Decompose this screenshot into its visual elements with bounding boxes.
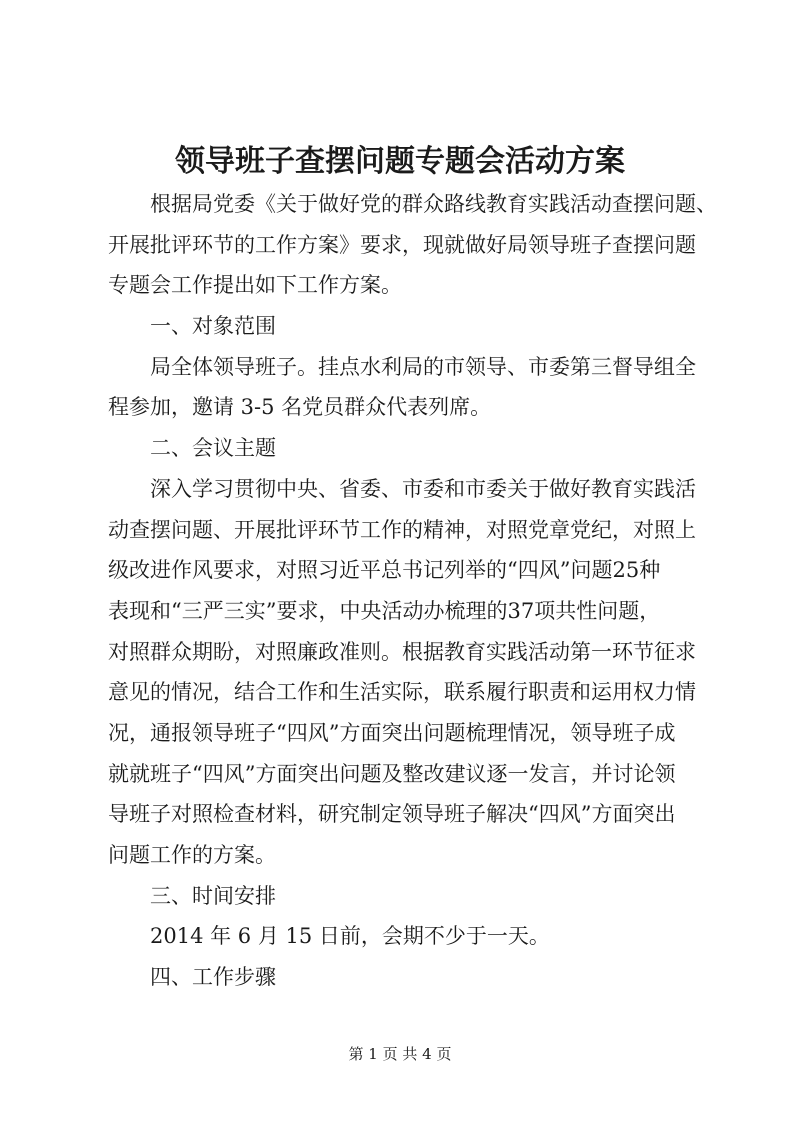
text-line: 就就班子“四风”方面突出问题及整改建议逐一发言，并讨论领 (108, 761, 676, 786)
text-line: 动查摆问题、开展批评环节工作的精神，对照党章党纪，对照上 (108, 517, 696, 542)
text-line: 级改进作风要求，对照习近平总书记列举的“四风”问题25种 (108, 558, 661, 583)
text-line: 问题工作的方案。 (108, 843, 276, 867)
page-footer: 第 1 页 共 4 页 (348, 1045, 452, 1063)
section-heading-scope: 一、对象范围 (150, 314, 276, 339)
text-line: 局全体领导班子。挂点水利局的市领导、市委第三督导组全 (150, 354, 696, 379)
document-body (108, 184, 717, 998)
text-line: 对照群众期盼，对照廉政准则。根据教育实践活动第一环节征求 (108, 639, 696, 664)
text-line: 表现和“三严三实”要求，中央活动办梳理的37项共性问题， (108, 598, 661, 623)
section-heading-steps: 四、工作步骤 (150, 965, 276, 990)
text-line: 意见的情况，结合工作和生活实际，联系履行职责和运用权力情 (108, 680, 696, 705)
section-heading-theme: 二、会议主题 (150, 436, 276, 461)
text-line: 开展批评环节的工作方案》要求，现就做好局领导班子查摆问题 (108, 232, 696, 257)
text-line: 深入学习贯彻中央、省委、市委和市委关于做好教育实践活 (150, 476, 696, 501)
text-line: 况，通报领导班子“四风”方面突出问题梳理情况，领导班子成 (108, 720, 676, 745)
document-title: 领导班子查摆问题专题会活动方案 (175, 144, 625, 179)
section-heading-schedule: 三、时间安排 (150, 883, 276, 908)
text-line: 2014 年 6 月 15 日前，会期不少于一天。 (150, 924, 550, 949)
text-line: 程参加，邀请 3-5 名党员群众代表列席。 (108, 395, 492, 420)
text-line: 导班子对照检查材料，研究制定领导班子解决“四风”方面突出 (108, 802, 676, 827)
text-line: 专题会工作提出如下工作方案。 (108, 273, 402, 298)
text-line: 根据局党委《关于做好党的群众路线教育实践活动查摆问题、 (150, 192, 717, 216)
